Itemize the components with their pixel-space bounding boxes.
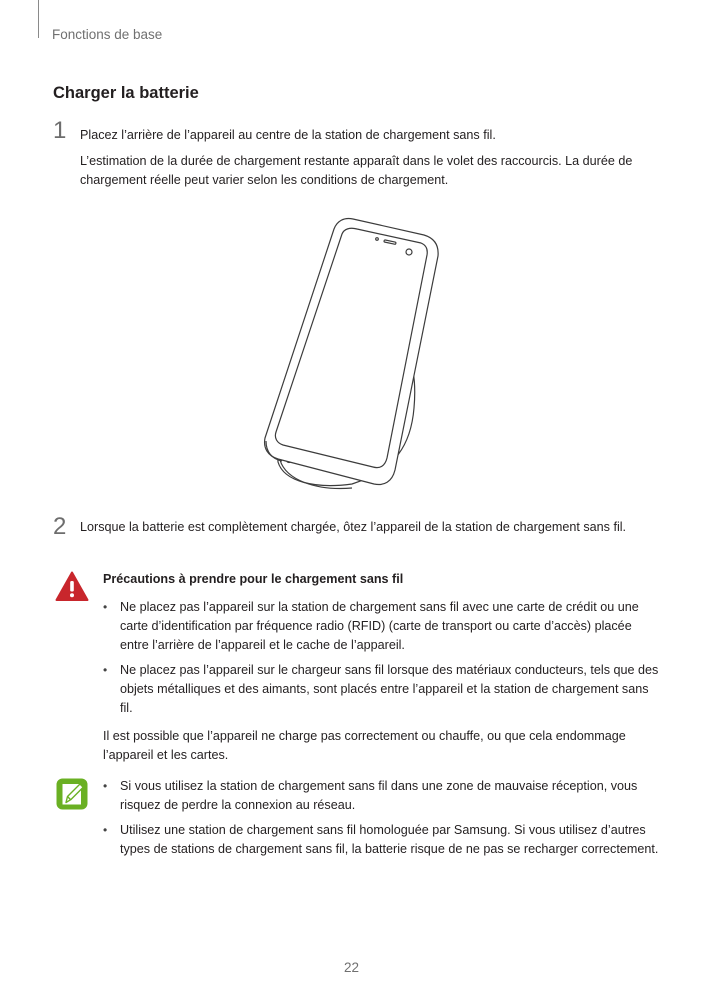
page-number: 22: [343, 960, 360, 975]
bullet-marker: •: [103, 823, 108, 837]
caution-item-2: [103, 661, 663, 718]
phone-body: [265, 218, 439, 484]
step-2-text: Lorsque la batterie est complètement chargée, ôtez l’appareil de la station de chargement sans fil.: [80, 520, 627, 534]
note-item-2: [103, 821, 663, 859]
caution-item-1-text: Ne placez pas l’appareil sur la station de chargement sans fil avec une carte de crédit ou une carte d’identification par fréquence radio (RFID) (carte de transport ou carte d’accès) placée entre l’arrière de l’appareil et le cache de l’appareil.: [120, 600, 639, 652]
caution-item-1: [103, 598, 663, 655]
header-rule: [38, 0, 39, 38]
caution-list: [103, 598, 663, 724]
section-title: Charger la batterie: [53, 84, 199, 102]
step-1-text: Placez l’arrière de l’appareil au centre de la station de chargement sans fil.: [80, 128, 496, 142]
step-1-note: L’estimation de la durée de chargement restante apparaît dans le volet des raccourcis. La durée de chargement réelle peut varier selon les conditions de chargement.: [80, 154, 633, 187]
wireless-charging-illustration: [256, 212, 448, 494]
caution-title: Précautions à prendre pour le chargement sans fil: [103, 572, 404, 586]
note-list: [103, 777, 663, 865]
note-item-1: [103, 777, 663, 815]
warning-triangle-icon: [55, 571, 89, 602]
pencil-note-icon: [56, 778, 88, 810]
step-number-2: 2: [53, 513, 67, 540]
caution-item-2-text: Ne placez pas l’appareil sur le chargeur sans fil lorsque des matériaux conducteurs, tels que des objets métalliques et des aimants, sont placés entre l’appareil et la station de chargement sans fil.: [120, 663, 659, 715]
running-header: Fonctions de base: [52, 27, 163, 42]
bullet-marker: •: [103, 779, 108, 793]
bullet-marker: •: [103, 600, 108, 614]
bullet-marker: •: [103, 663, 108, 677]
note-item-2-text: Utilisez une station de chargement sans fil homologuée par Samsung. Si vous utilisez d’autres types de stations de chargement sans fil, la batterie risque de ne pas se recharger correctement.: [120, 823, 659, 856]
note-item-1-text: Si vous utilisez la station de chargement sans fil dans une zone de mauvaise réception, vous risquez de perdre la connexion au réseau.: [120, 779, 638, 812]
caution-footer: Il est possible que l’appareil ne charge pas correctement ou chauffe, ou que cela endommage l’appareil et les cartes.: [103, 729, 626, 762]
step-number-1: 1: [53, 117, 67, 144]
